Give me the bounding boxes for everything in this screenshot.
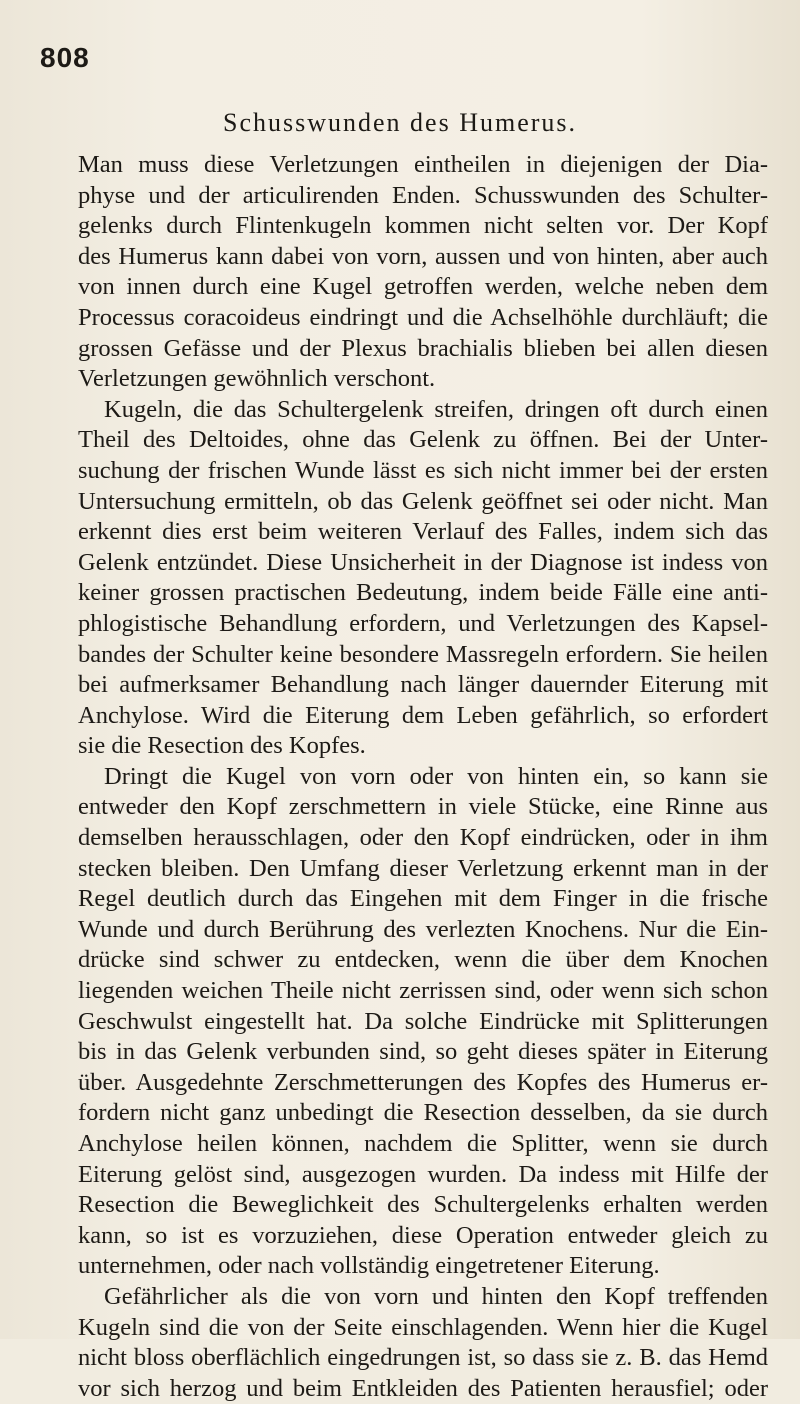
text-line: suchung der frischen Wunde lässt es sich nicht immer bei der ersten [78, 456, 768, 484]
text-line: Processus coracoideus eindringt und die Achselhöhle durchläuft; die [78, 303, 768, 331]
text-line: Kugeln sind die von der Seite einschlagenden. Wenn hier die Kugel [78, 1313, 768, 1341]
text-line: Theil des Deltoides, ohne das Gelenk zu öffnen. Bei der Unter- [78, 426, 768, 454]
text-line: bei aufmerksamer Behandlung nach länger dauernder Eiterung mit [78, 671, 768, 699]
text-line: bis in das Gelenk verbunden sind, so geht dieses später in Eiterung [78, 1038, 768, 1066]
text-line: Eiterung gelöst sind, ausgezogen wurden. Da indess mit Hilfe der [78, 1160, 768, 1188]
text-line: erkennt dies erst beim weiteren Verlauf des Falles, indem sich das [78, 518, 768, 546]
section-title: Schusswunden des Humerus. [222, 108, 578, 137]
paragraph [78, 395, 768, 762]
text-line: des Humerus kann dabei von vorn, aussen und von hinten, aber auch [78, 242, 768, 270]
page-number: 808 [40, 42, 90, 73]
text-line: kann, so ist es vorzuziehen, diese Operation entweder gleich zu [78, 1221, 768, 1249]
text-line: Verletzungen gewöhnlich verschont. [78, 365, 436, 393]
text-line: Gefährlicher als die von vorn und hinten den Kopf treffenden [104, 1282, 768, 1310]
text-line: Man muss diese Verletzungen eintheilen in diejenigen der Dia- [78, 151, 768, 178]
paragraph [78, 150, 768, 395]
text-line: Resection die Beweglichkeit des Schultergelenks erhalten werden [78, 1191, 768, 1219]
text-line: stecken bleiben. Den Umfang dieser Verletzung erkennt man in der [78, 854, 768, 882]
paragraph [78, 762, 768, 1282]
paragraph [78, 1282, 768, 1404]
text-line: entweder den Kopf zerschmettern in viele Stücke, eine Rinne aus [78, 793, 768, 821]
text-line: grossen Gefässe und der Plexus brachialis blieben bei allen diesen [78, 334, 768, 362]
text-line: unternehmen, oder nach vollständig eingetretener Eiterung. [78, 1252, 660, 1280]
text-line: Gelenk entzündet. Diese Unsicherheit in der Diagnose ist indess von [78, 548, 768, 576]
text-line: drücke sind schwer zu entdecken, wenn die über dem Knochen [78, 946, 768, 974]
text-line: Anchylose. Wird die Eiterung dem Leben gefährlich, so erfordert [78, 701, 768, 729]
text-line: keiner grossen practischen Bedeutung, indem beide Fälle eine anti- [78, 579, 768, 607]
text-line: Untersuchung ermitteln, ob das Gelenk geöffnet sei oder nicht. Man [78, 487, 768, 515]
text-line: Dringt die Kugel von vorn oder von hinten ein, so kann sie [104, 762, 768, 790]
text-line: phlogistische Behandlung erfordern, und Verletzungen des Kapsel- [78, 609, 768, 637]
text-line: sie die Resection des Kopfes. [78, 732, 366, 760]
text-line: liegenden weichen Theile nicht zerrissen sind, oder wenn sich schon [78, 977, 768, 1005]
text-line: Wunde und durch Berührung des verlezten Knochens. Nur die Ein- [78, 915, 768, 943]
text-line: demselben herausschlagen, oder den Kopf eindrücken, oder in ihm [78, 824, 768, 852]
text-line: vor sich herzog und beim Entkleiden des Patienten herausfiel; oder [78, 1374, 768, 1402]
text-line: nicht bloss oberflächlich eingedrungen ist, so dass sie z. B. das Hemd [78, 1344, 768, 1372]
text-line: Anchylose heilen können, nachdem die Splitter, wenn sie durch [78, 1130, 768, 1157]
text-line: physe und der articulirenden Enden. Schusswunden des Schulter- [78, 181, 768, 209]
text-line: Geschwulst eingestellt hat. Da solche Eindrücke mit Splitterungen [78, 1007, 768, 1035]
text-line: Regel deutlich durch das Eingehen mit dem Finger in die frische [78, 885, 768, 913]
text-line: fordern nicht ganz unbedingt die Resection desselben, da sie durch [78, 1099, 768, 1127]
text-line: bandes der Schulter keine besondere Massregeln erfordern. Sie heilen [78, 640, 768, 668]
body-text [78, 150, 768, 1404]
text-line: von innen durch eine Kugel getroffen werden, welche neben dem [78, 273, 768, 301]
text-line: gelenks durch Flintenkugeln kommen nicht selten vor. Der Kopf [78, 212, 768, 240]
text-line: Kugeln, die das Schultergelenk streifen, dringen oft durch einen [104, 395, 768, 423]
text-line: über. Ausgedehnte Zerschmetterungen des Kopfes des Humerus er- [78, 1068, 768, 1096]
